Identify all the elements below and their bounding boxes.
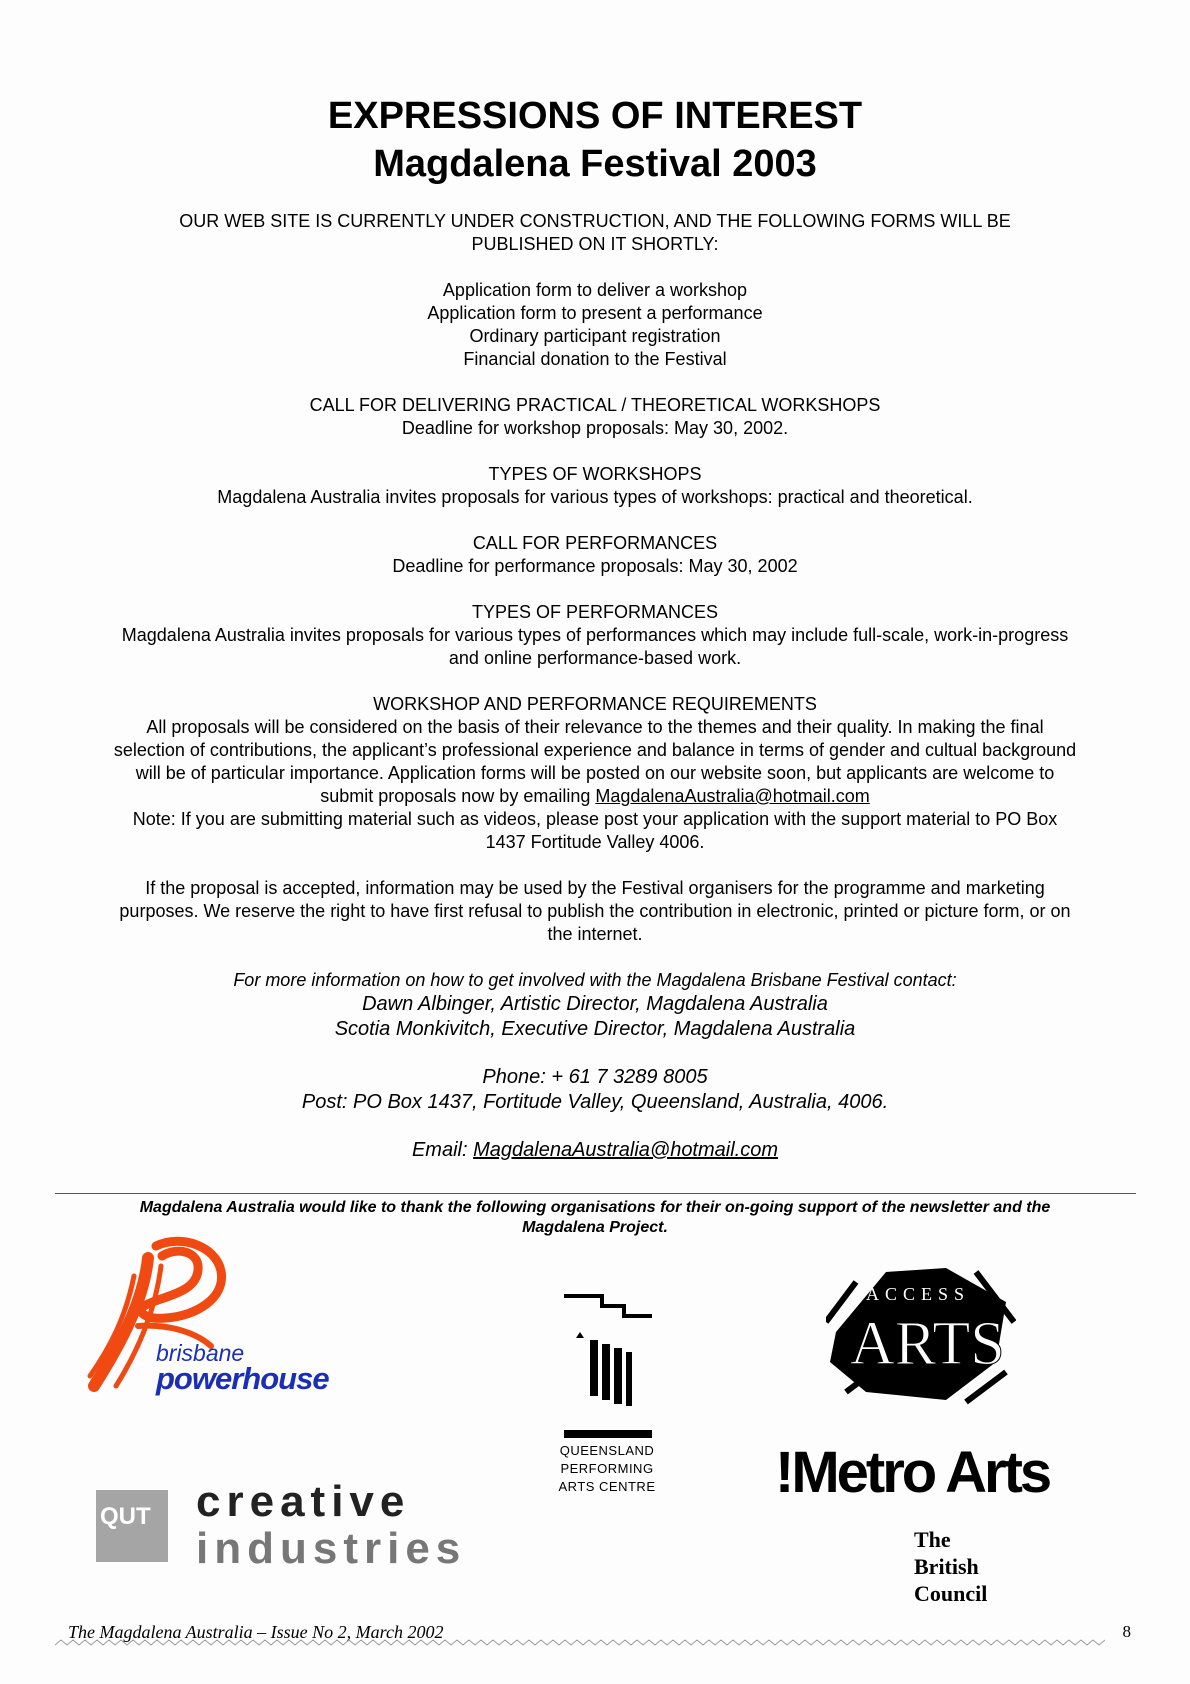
page-title [0, 92, 1190, 188]
access-arts-logo-icon [826, 1262, 1016, 1406]
workshop-types-text: Magdalena Australia invites proposals for various types of workshops: practical and theoretical. [217, 487, 973, 507]
requirements-note-1: Note: If you are submitting material such as videos, please post your application with the support material to PO Box [132, 809, 1058, 829]
creative-line-2: industries [196, 1524, 467, 1573]
qpac-line-2: PERFORMING [560, 1461, 654, 1476]
form-item: Application form to deliver a workshop [442, 280, 748, 300]
performance-types-line-1: Magdalena Australia invites proposals for various types of performances which may include full-scale, work-in-progress [121, 625, 1069, 645]
thanks-line-1: Magdalena Australia would like to thank the following organisations for their on-going support of the newsletter and the [139, 1199, 1051, 1216]
creative-line-1: creative [196, 1477, 411, 1526]
acceptance-line-1: If the proposal is accepted, information may be used by the Festival organisers for the programme and marketing [145, 878, 1045, 898]
thanks-line-2: Magdalena Project. [522, 1219, 668, 1236]
qpac-line-3: ARTS CENTRE [558, 1479, 656, 1494]
requirements-line-4-prefix: submit proposals now by emailing [320, 786, 591, 806]
powerhouse-big: powerhouse [156, 1361, 329, 1396]
qpac-line-1: QUEENSLAND [559, 1443, 655, 1458]
contact-person-1: Dawn Albinger, Artistic Director, Magdalena Australia [362, 993, 828, 1015]
access-main-text: ARTS [850, 1310, 1005, 1378]
performance-types-line-2: and online performance-based work. [448, 648, 742, 668]
body-text [55, 210, 1135, 1163]
british-line-1: The [914, 1527, 951, 1552]
powerhouse-small: brisbane [156, 1340, 245, 1366]
title-line-1: EXPRESSIONS OF INTEREST [327, 95, 863, 137]
qut-logo-icon [96, 1490, 168, 1562]
intro-line-2: PUBLISHED ON IT SHORTLY: [471, 234, 719, 254]
creative-industries-wordmark [196, 1478, 466, 1572]
powerhouse-wordmark [156, 1342, 329, 1394]
divider [55, 1193, 1136, 1194]
qpac-logo-icon [562, 1290, 657, 1442]
thanks-text [70, 1198, 1120, 1238]
requirements-email-link[interactable]: MagdalenaAustralia@hotmail.com [595, 786, 870, 806]
workshops-call-heading: CALL FOR DELIVERING PRACTICAL / THEORETICAL WORKSHOPS [309, 395, 881, 415]
title-line-2: Magdalena Festival 2003 [373, 143, 817, 185]
contact-phone: Phone: + 61 7 3289 8005 [482, 1066, 708, 1088]
requirements-line-4 [55, 785, 1135, 808]
british-line-2: British [914, 1554, 979, 1579]
footer-text: The Magdalena Australia – Issue No 2, March 2002 [68, 1622, 444, 1642]
qut-text: QUT [100, 1503, 151, 1530]
footer-zigzag-border [55, 1638, 1105, 1648]
british-line-3: Council [914, 1581, 988, 1606]
contact-intro: For more information on how to get involved with the Magdalena Brisbane Festival contact: [233, 970, 957, 990]
british-council-logo [914, 1526, 987, 1607]
contact-person-2: Scotia Monkivitch, Executive Director, Magdalena Australia [334, 1018, 856, 1040]
page-number: 8 [1122, 1622, 1131, 1641]
performance-types-heading: TYPES OF PERFORMANCES [471, 602, 719, 622]
form-item: Financial donation to the Festival [463, 349, 727, 369]
requirements-heading: WORKSHOP AND PERFORMANCE REQUIREMENTS [373, 694, 817, 714]
performances-call-heading: CALL FOR PERFORMANCES [472, 533, 718, 553]
acceptance-line-2: purposes. We reserve the right to have first refusal to publish the contribution in electronic, printed or picture form, or on [119, 901, 1071, 921]
workshops-call-text: Deadline for workshop proposals: May 30, 2002. [401, 418, 789, 438]
requirements-note-2: 1437 Fortitude Valley 4006. [485, 832, 705, 852]
contact-email-label: Email: [411, 1139, 468, 1161]
access-top-text: ACCESS [866, 1284, 971, 1304]
form-item: Application form to present a performance [427, 303, 763, 323]
requirements-line-1: All proposals will be considered on the basis of their relevance to the themes and their quality. In making the final [146, 717, 1044, 737]
workshop-types-heading: TYPES OF WORKSHOPS [488, 464, 702, 484]
intro-line-1: OUR WEB SITE IS CURRENTLY UNDER CONSTRUCTION, AND THE FOLLOWING FORMS WILL BE [179, 211, 1011, 231]
acceptance-line-3: the internet. [547, 924, 643, 944]
contact-email [55, 1138, 1135, 1163]
metro-arts-logo: !Metro Arts [775, 1440, 1050, 1505]
requirements-line-3: will be of particular importance. Application forms will be posted on our website soon, but applicants are welcome to [135, 763, 1055, 783]
form-item: Ordinary participant registration [469, 326, 721, 346]
contact-post: Post: PO Box 1437, Fortitude Valley, Queensland, Australia, 4006. [301, 1091, 889, 1113]
performances-call-text: Deadline for performance proposals: May 30, 2002 [392, 556, 798, 576]
qpac-wordmark [552, 1442, 662, 1496]
contact-email-link[interactable]: MagdalenaAustralia@hotmail.com [473, 1139, 779, 1161]
requirements-line-2: selection of contributions, the applicant’s professional experience and balance in terms of gender and cultual background [113, 740, 1077, 760]
